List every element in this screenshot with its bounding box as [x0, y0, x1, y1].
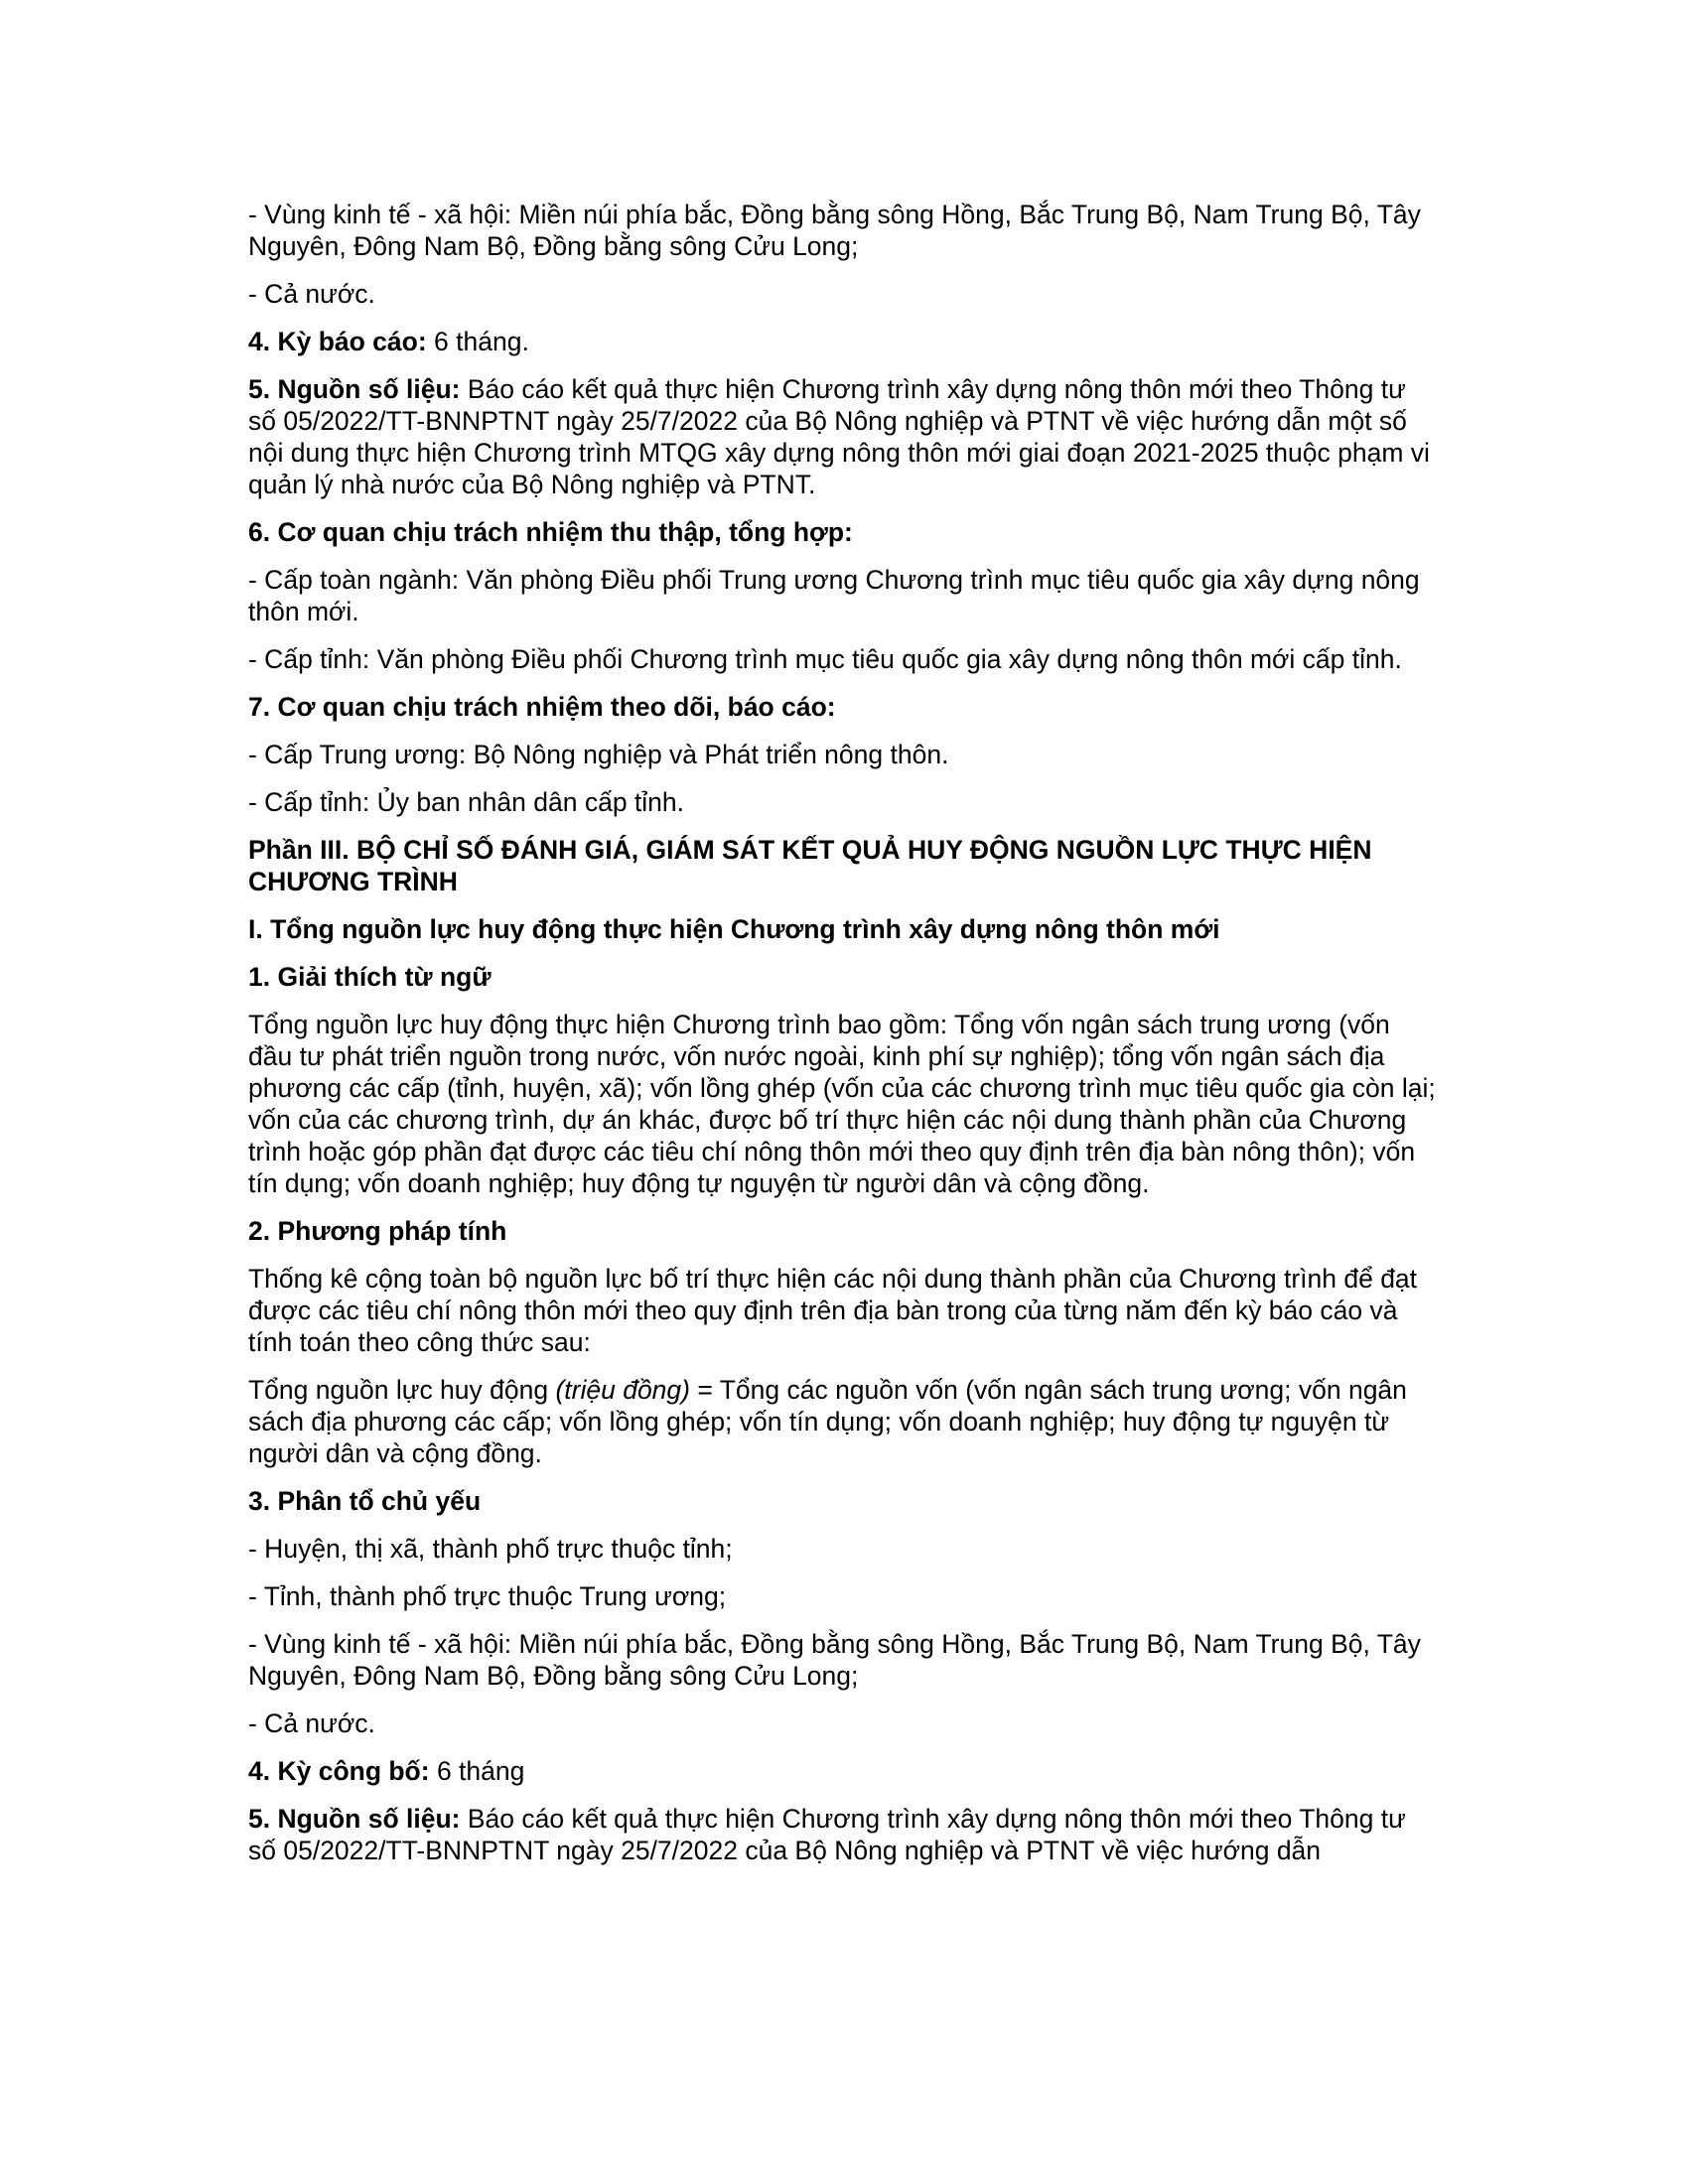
collecting-agency-item: - Cấp toàn ngành: Văn phòng Điều phối Trung ương Chương trình mục tiêu quốc gia xây dựng nông thôn mới.	[248, 565, 1420, 626]
formula-lead: Tổng nguồn lực huy động	[248, 1375, 556, 1405]
data-source-text-2: Báo cáo kết quả thực hiện Chương trình xây dựng nông thôn mới theo Thông tư số 05/2022/TT-BNNPTNT ngày 25/7/2022 của Bộ Nông nghiệp và PTNT về việc hướng dẫn	[248, 1804, 1406, 1865]
definition-paragraph: Tổng nguồn lực huy động thực hiện Chương trình bao gồm: Tổng vốn ngân sách trung ương (vốn đầu tư phát triển nguồn trong nước, vốn nước ngoài, kinh phí sự nghiệp); tổng vốn ngân sách địa phương các cấp (tỉnh, huyện, xã); vốn lồng ghép (vốn của các chương trình mục tiêu quốc gia còn lại; vốn của các chương trình, dự án khác, được bố trí thực hiện các nội dung thành phần của Chương trình hoặc góp phần đạt được các tiêu chí nông thôn mới theo quy định trên địa bàn nông thôn); vốn tín dụng; vốn doanh nghiệp; huy động tự nguyện từ người dân và cộng đồng.	[248, 1010, 1436, 1198]
part-heading: Phần III. BỘ CHỈ SỐ ĐÁNH GIÁ, GIÁM SÁT KẾT QUẢ HUY ĐỘNG NGUỒN LỰC THỰC HIỆN CHƯƠNG TRÌNH	[248, 835, 1372, 896]
section-heading: I. Tổng nguồn lực huy động thực hiện Chương trình xây dựng nông thôn mới	[248, 914, 1220, 944]
method-heading: 2. Phương pháp tính	[248, 1216, 507, 1246]
report-period-paragraph	[248, 326, 1440, 357]
document-page	[248, 199, 1440, 1882]
breakdown-item: - Vùng kinh tế - xã hội: Miền núi phía bắc, Đồng bằng sông Hồng, Bắc Trung Bộ, Nam Trung Bộ, Tây Nguyên, Đông Nam Bộ, Đồng bằng sông Cửu Long;	[248, 1629, 1421, 1691]
breakdown-item: - Tỉnh, thành phố trực thuộc Trung ương;	[248, 1581, 727, 1611]
reporting-agency-item: - Cấp tỉnh: Ủy ban nhân dân cấp tỉnh.	[248, 787, 685, 817]
collecting-agency-item: - Cấp tỉnh: Văn phòng Điều phối Chương trình mục tiêu quốc gia xây dựng nông thôn mới cấp tỉnh.	[248, 644, 1402, 674]
report-period-label: 4. Kỳ báo cáo:	[248, 327, 427, 356]
data-source-label-2: 5. Nguồn số liệu:	[248, 1804, 461, 1834]
data-source-label: 5. Nguồn số liệu:	[248, 374, 461, 404]
data-source-text: Báo cáo kết quả thực hiện Chương trình xây dựng nông thôn mới theo Thông tư số 05/2022/TT-BNNPTNT ngày 25/7/2022 của Bộ Nông nghiệp và PTNT về việc hướng dẫn một số nội dung thực hiện Chương trình MTQG xây dựng nông thôn mới giai đoạn 2021-2025 thuộc phạm vi quản lý nhà nước của Bộ Nông nghiệp và PTNT.	[248, 374, 1430, 499]
definition-heading: 1. Giải thích từ ngữ	[248, 962, 492, 992]
country-paragraph: - Cả nước.	[248, 279, 375, 309]
breakdown-item: - Huyện, thị xã, thành phố trực thuộc tỉnh;	[248, 1534, 733, 1564]
collecting-agency-heading: 6. Cơ quan chịu trách nhiệm thu thập, tổng hợp:	[248, 517, 853, 547]
reporting-agency-heading: 7. Cơ quan chịu trách nhiệm theo dõi, báo cáo:	[248, 692, 836, 722]
publish-period-value: 6 tháng	[429, 1756, 525, 1786]
formula-paragraph	[248, 1374, 1440, 1469]
method-paragraph: Thống kê cộng toàn bộ nguồn lực bố trí thực hiện các nội dung thành phần của Chương trình để đạt được các tiêu chí nông thôn mới theo quy định trên địa bàn trong của từng năm đến kỳ báo cáo và tính toán theo công thức sau:	[248, 1264, 1418, 1357]
breakdown-heading: 3. Phân tổ chủ yếu	[248, 1486, 482, 1516]
formula-body: = Tổng các nguồn vốn (vốn ngân sách trung ương; vốn ngân sách địa phương các cấp; vốn lồng ghép; vốn tín dụng; vốn doanh nghiệp; huy động tự nguyện từ người dân và cộng đồng.	[248, 1375, 1407, 1468]
report-period-value: 6 tháng.	[426, 327, 529, 356]
publish-period-paragraph	[248, 1755, 1440, 1787]
data-source-paragraph-2	[248, 1803, 1440, 1866]
data-source-paragraph	[248, 373, 1440, 500]
breakdown-item: - Cả nước.	[248, 1708, 375, 1738]
reporting-agency-item: - Cấp Trung ương: Bộ Nông nghiệp và Phát triển nông thôn.	[248, 740, 949, 769]
region-paragraph: - Vùng kinh tế - xã hội: Miền núi phía bắc, Đồng bằng sông Hồng, Bắc Trung Bộ, Nam Trung Bộ, Tây Nguyên, Đông Nam Bộ, Đồng bằng sông Cửu Long;	[248, 200, 1421, 261]
formula-unit: (triệu đồng)	[555, 1375, 690, 1405]
publish-period-label: 4. Kỳ công bố:	[248, 1756, 430, 1786]
